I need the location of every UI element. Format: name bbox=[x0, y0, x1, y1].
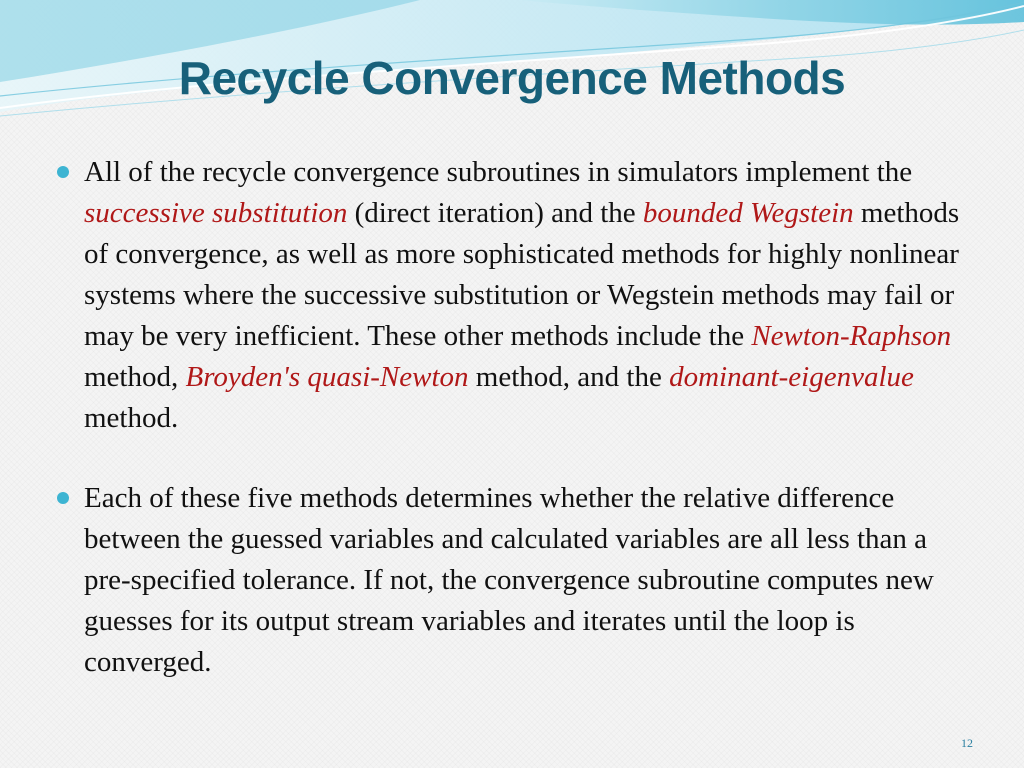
bullet-item-convergence-check bbox=[56, 478, 976, 683]
term-dominant-eigenvalue: dominant-eigenvalue bbox=[669, 361, 914, 393]
term-newton-raphson: Newton-Raphson bbox=[751, 320, 952, 352]
page-number: 12 bbox=[961, 736, 973, 750]
bullet-text: All of the recycle convergence subroutines in simulators implement the bbox=[84, 156, 913, 188]
term-broyden-quasi-newton: Broyden's quasi-Newton bbox=[185, 361, 469, 393]
bullet-text: methods of convergence, as well as more sophisticated methods for highly nonlinear systems where the successive substitution or Wegstein methods may fail or may be very inefficient. These other methods include the bbox=[84, 197, 960, 352]
bullet-item-recycle-methods bbox=[56, 152, 976, 439]
bullet-text: method. bbox=[84, 402, 179, 434]
bullet-icon bbox=[57, 492, 69, 504]
term-successive-substitution: successive substitution bbox=[84, 197, 348, 229]
slide-title: Recycle Convergence Methods bbox=[178, 52, 846, 104]
term-bounded-wegstein: bounded Wegstein bbox=[642, 197, 854, 229]
bullet-text: Each of these five methods determines whether the relative difference between the guessed variables and calculated variables are all less than a pre-specified tolerance. If not, the convergence subroutine computes new guesses for its output stream variables and iterates until the loop is converged. bbox=[84, 482, 934, 678]
bullet-text: method, bbox=[84, 361, 186, 393]
bullet-list bbox=[56, 152, 976, 683]
bullet-text: method, and the bbox=[468, 361, 670, 393]
bullet-icon bbox=[57, 166, 69, 178]
bullet-text: (direct iteration) and the bbox=[347, 197, 643, 229]
